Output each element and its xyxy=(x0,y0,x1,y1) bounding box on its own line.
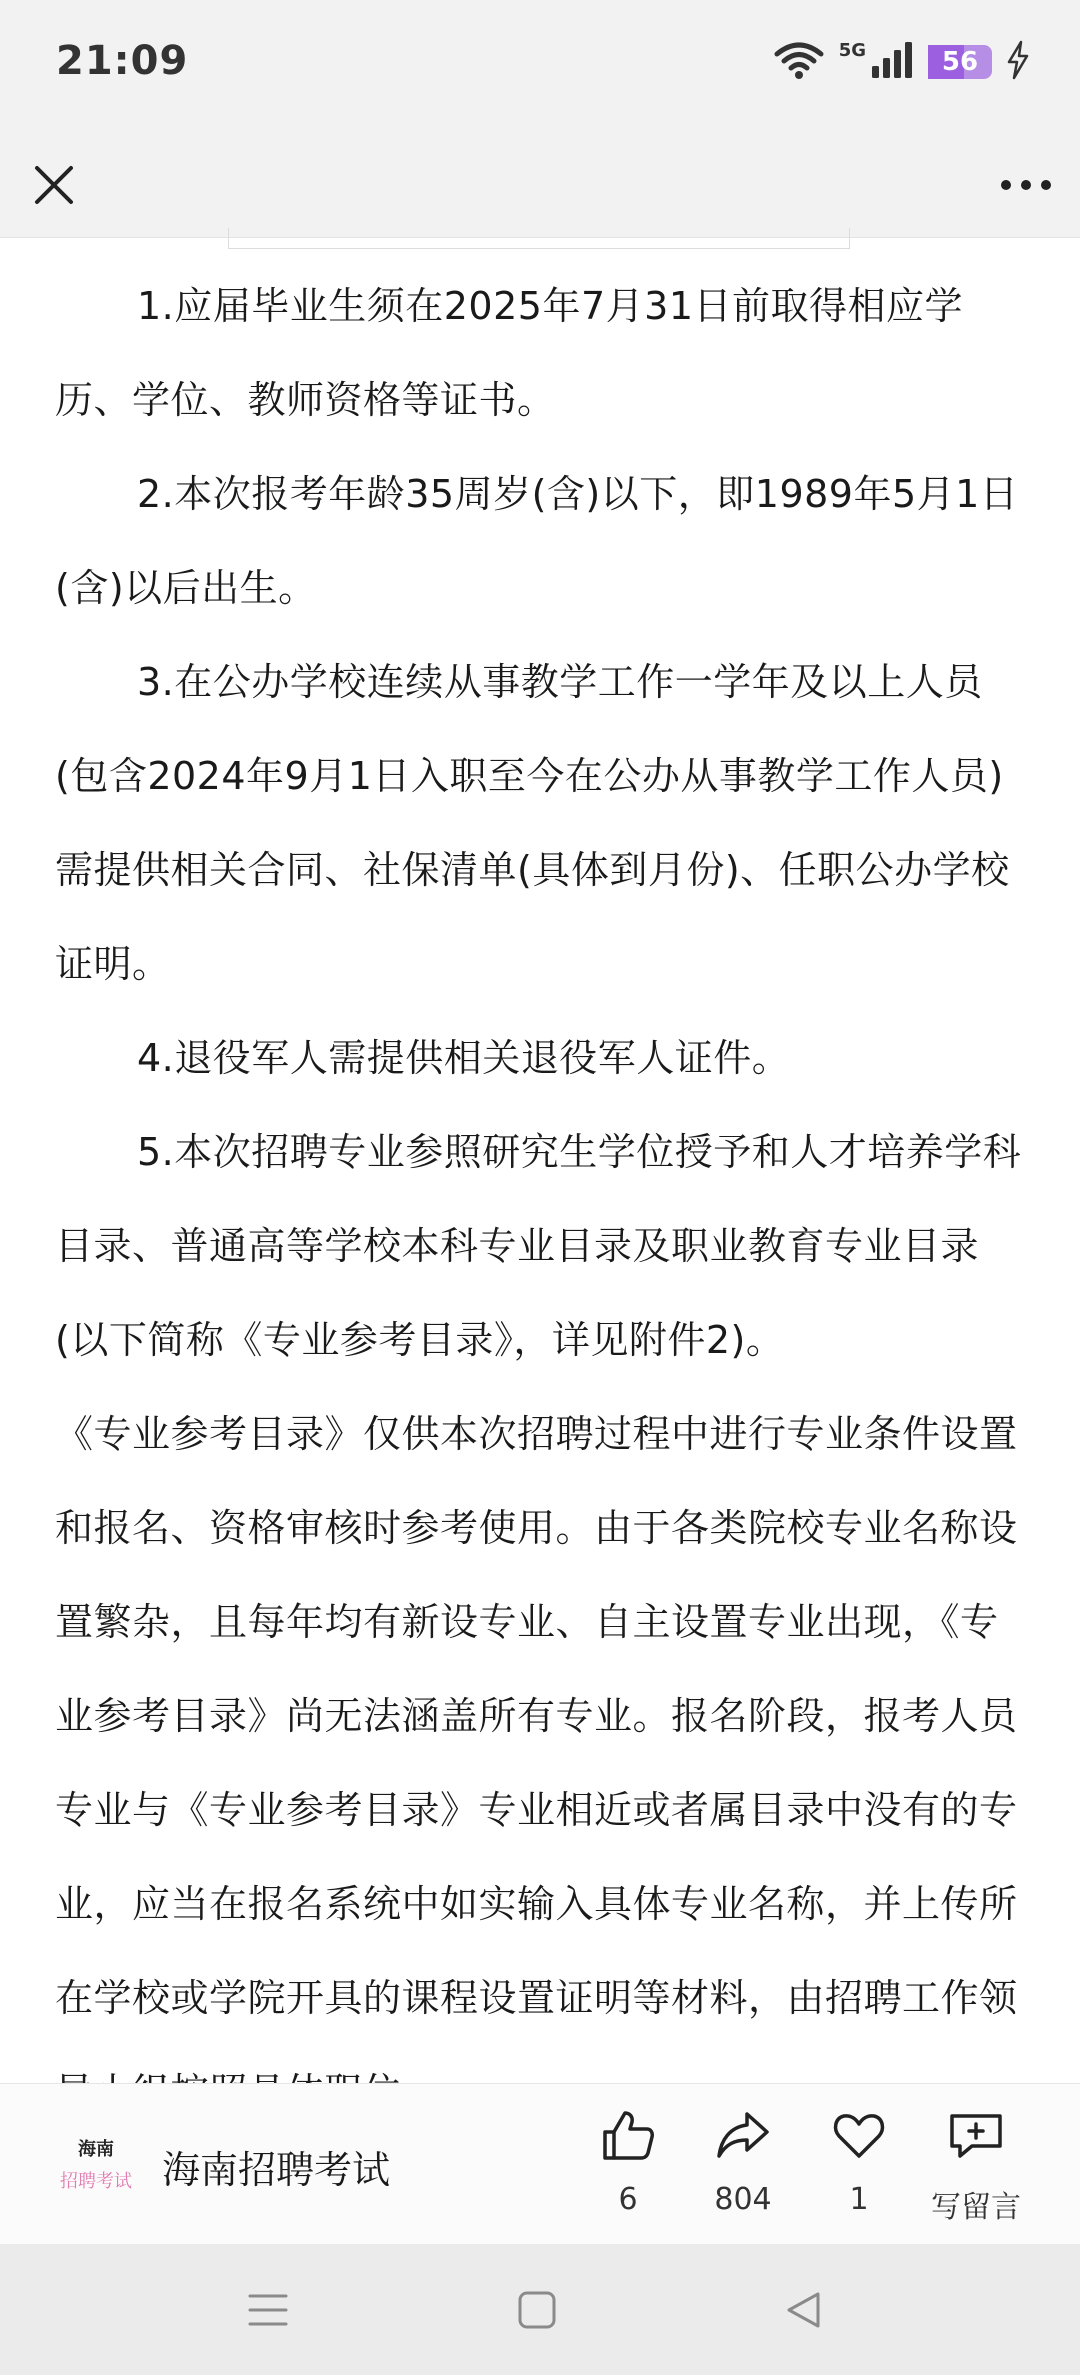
network-type-label: 5G xyxy=(838,39,866,61)
charging-icon xyxy=(1006,41,1030,83)
system-nav-bar xyxy=(0,2244,1080,2375)
status-bar xyxy=(0,0,1080,125)
signal-icon xyxy=(870,40,914,84)
article-paragraph: 4.退役军人需提供相关退役军人证件。 xyxy=(137,1036,791,1080)
back-triangle-icon xyxy=(784,2290,824,2330)
write-comment-label: 写留言 xyxy=(931,2190,1021,2225)
back-nav-button[interactable] xyxy=(772,2278,836,2342)
comment-add-icon xyxy=(946,2108,1006,2164)
logo-text-bottom: 招聘考试 xyxy=(60,2171,132,2192)
battery-level: 56 xyxy=(941,47,979,77)
article-paragraph: 《专业参考目录》仅供本次招聘过程中进行专业条件设置和报名、资格审核时参考使用。由于各类院校专业名称设置繁杂，且每年均有新设专业、自主设置专业出现，《专业参考目录》尚无法涵盖所有专业。报名阶段，报考人员专业与《专业参考目录》专业相近或者属目录中没有的专业，应当在报名系统中如实输入具体专业名称，并上传所在学校或学院开具的课程设置证明等材料，由招聘工作领 xyxy=(55,1412,1018,2020)
favorite-count: 1 xyxy=(849,2182,869,2217)
account-logo[interactable] xyxy=(52,2124,140,2204)
home-square-icon xyxy=(517,2290,557,2330)
more-icon xyxy=(1000,179,1052,191)
battery-icon xyxy=(928,45,992,79)
close-button[interactable] xyxy=(24,155,84,215)
menu-nav-button[interactable] xyxy=(236,2278,300,2342)
like-count: 6 xyxy=(618,2182,638,2217)
share-icon xyxy=(715,2108,771,2164)
title-bar xyxy=(0,125,1080,238)
article-paragraph: 5.本次招聘专业参照研究生学位授予和人才培养学科目录、普通高等学校本科专业目录及职业教育专业目录(以下简称《专业参考目录》，详见附件2)。 xyxy=(55,1130,1022,1362)
thumbs-up-icon xyxy=(600,2108,656,2164)
more-button[interactable] xyxy=(996,155,1056,215)
write-comment-button[interactable] xyxy=(916,2104,1036,2226)
home-nav-button[interactable] xyxy=(505,2278,569,2342)
article-paragraph: 3.在公办学校连续从事教学工作一学年及以上人员(包含2024年9月1日入职至今在公办从事教学工作人员)需提供相关合同、社保清单(具体到月份)、任职公办学校证明。 xyxy=(55,660,1010,986)
article-content[interactable] xyxy=(0,238,1080,2083)
article-body xyxy=(55,259,1025,2139)
favorite-button[interactable] xyxy=(799,2104,919,2217)
logo-text-top: 海南 xyxy=(78,2139,114,2160)
article-paragraph: 2.本次报考年龄35周岁(含)以下，即1989年5月1日(含)以后出生。 xyxy=(55,472,1019,610)
close-icon xyxy=(34,165,74,205)
wifi-icon xyxy=(773,40,825,84)
menu-icon xyxy=(248,2292,288,2328)
status-time: 21:09 xyxy=(56,38,189,84)
bottom-action-bar xyxy=(0,2083,1080,2244)
account-name[interactable]: 海南招聘考试 xyxy=(162,2148,391,2192)
share-count: 804 xyxy=(714,2182,772,2217)
status-icons xyxy=(773,40,1030,84)
article-paragraph: 1.应届毕业生须在2025年7月31日前取得相应学历、学位、教师资格等证书。 xyxy=(55,284,963,422)
like-button[interactable] xyxy=(568,2104,688,2217)
heart-icon xyxy=(831,2108,887,2164)
share-button[interactable] xyxy=(683,2104,803,2217)
image-stub xyxy=(228,228,850,249)
